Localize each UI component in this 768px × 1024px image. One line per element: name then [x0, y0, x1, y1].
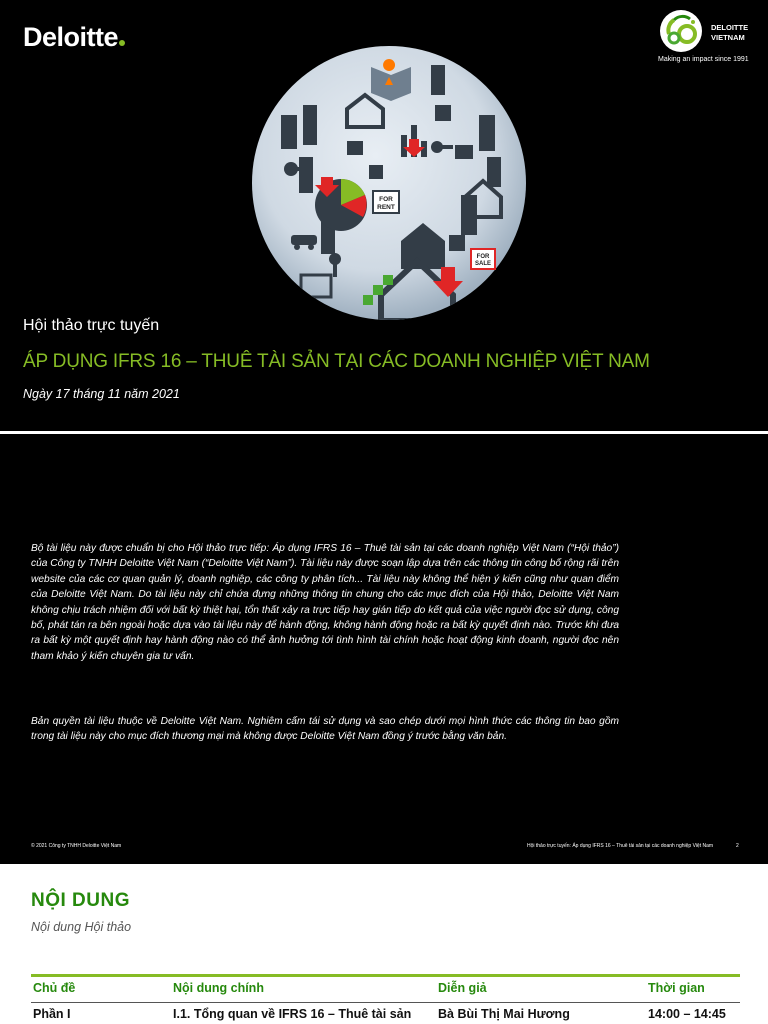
agenda-subtitle: Nội dung Hội thảo: [31, 920, 132, 934]
for-rent-line-1: FOR: [379, 196, 393, 203]
building-icon: [299, 157, 313, 193]
copyright-paragraph: Bản quyền tài liệu thuộc về Deloitte Việt Nam. Nghiêm cấm tái sử dụng và sao chép dưới mọi hình thức các thông tin bao gồm trong tài liệu này cho mục đích thương mại mà không được Deloitte Việt Nam đồng ý trước bằng văn bản.: [31, 716, 619, 743]
event-date: Ngày 17 tháng 11 năm 2021: [23, 387, 180, 401]
agenda-slide: [0, 864, 768, 1024]
badge-line-1: DELOITTE: [711, 23, 749, 32]
column-header-content: Nội dung chính: [173, 981, 264, 995]
cover-title: ÁP DỤNG IFRS 16 – THUÊ TÀI SẢN TẠI CÁC DOANH NGHIỆP VIỆT NAM: [23, 351, 650, 372]
deloitte-vietnam-30-years-badge: [658, 8, 768, 68]
badge-line-2: VIETNAM: [711, 33, 745, 42]
page-number: 2: [736, 843, 739, 849]
badge-tagline: Making an impact since 1991: [658, 56, 749, 63]
column-header-speaker: Diễn giả: [438, 981, 487, 995]
building-icon: [303, 105, 317, 145]
building-icon: [431, 65, 445, 95]
cell-content: I.1. Tổng quan về IFRS 16 – Thuê tài sản: [173, 1007, 412, 1021]
for-sale-sign-icon: [471, 249, 495, 269]
cell-topic: Phần I: [33, 1007, 71, 1021]
column-header-time: Thời gian: [648, 981, 705, 995]
anniversary-emblem-icon: [660, 10, 702, 52]
footer-event-name: Hội thảo trực tuyến: Áp dụng IFRS 16 – Thuê tài sản tại các doanh nghiệp Việt Nam: [527, 843, 714, 849]
disclaimer-paragraph: Bộ tài liệu này được chuẩn bị cho Hội thảo trực tiếp: Áp dụng IFRS 16 – Thuê tài sản tại các doanh nghiệp Việt Nam (“Hội thảo”) của Công ty TNHH Deloitte Việt Nam (“Deloitte Việt Nam”). Tài liệu này được soạn lập dựa trên các thông tin công bố rộng rãi trên website của các cơ quan quản lý, doanh nghiệp, các công ty phân tích... Tài liệu này không thể hiện ý kiến cũng như quan điểm của Deloitte Việt Nam. Do tài liệu này chỉ chứa đựng những thông tin chung cho các mục đích của Hội thảo, Deloitte Việt Nam không chịu trách nhiệm đối với bất kỳ thiệt hại, tổn thất xảy ra trực tiếp hay gián tiếp do kết quả của việc người đọc sử dụng, công bố, phát tán ra bên ngoài hoặc dựa vào tài liệu này để hành động, không hành động hoặc ra bất kỳ quyết định nào. Trước khi đưa ra bất kỳ một quyết định hay hành động nào có thể ảnh hưởng tới tình hình tài chính hoặc hoạt động kinh doanh, người đọc nên tham khảo ý kiến chuyên gia tư vấn.: [31, 543, 619, 662]
real-estate-icons-globe: [251, 45, 527, 321]
deloitte-logo: [23, 22, 125, 53]
disclaimer-slide: [0, 434, 768, 864]
cell-time: 14:00 – 14:45: [648, 1007, 726, 1021]
column-header-topic: Chủ đề: [33, 981, 76, 995]
agenda-title: NỘI DUNG: [31, 890, 130, 911]
webinar-label: Hội thảo trực tuyến: [23, 317, 160, 334]
cover-slide: [0, 0, 768, 431]
cell-speaker: Bà Bùi Thị Mai Hương: [438, 1007, 570, 1021]
for-sale-line-2: SALE: [474, 261, 492, 267]
for-rent-line-2: RENT: [377, 204, 395, 211]
logo-green-dot: [119, 40, 125, 46]
badge-label: [711, 23, 748, 43]
table-header-rule: [31, 1002, 740, 1003]
for-sale-line-1: FOR: [476, 254, 490, 260]
logo-wordmark: Deloitte: [23, 22, 119, 52]
building-icon: [281, 115, 297, 149]
footer-copyright: © 2021 Công ty TNHH Deloitte Việt Nam: [31, 843, 122, 849]
building-icon: [479, 115, 495, 151]
building-icon: [487, 157, 501, 187]
table-top-rule: [31, 974, 740, 977]
for-rent-sign-icon: [373, 191, 399, 213]
